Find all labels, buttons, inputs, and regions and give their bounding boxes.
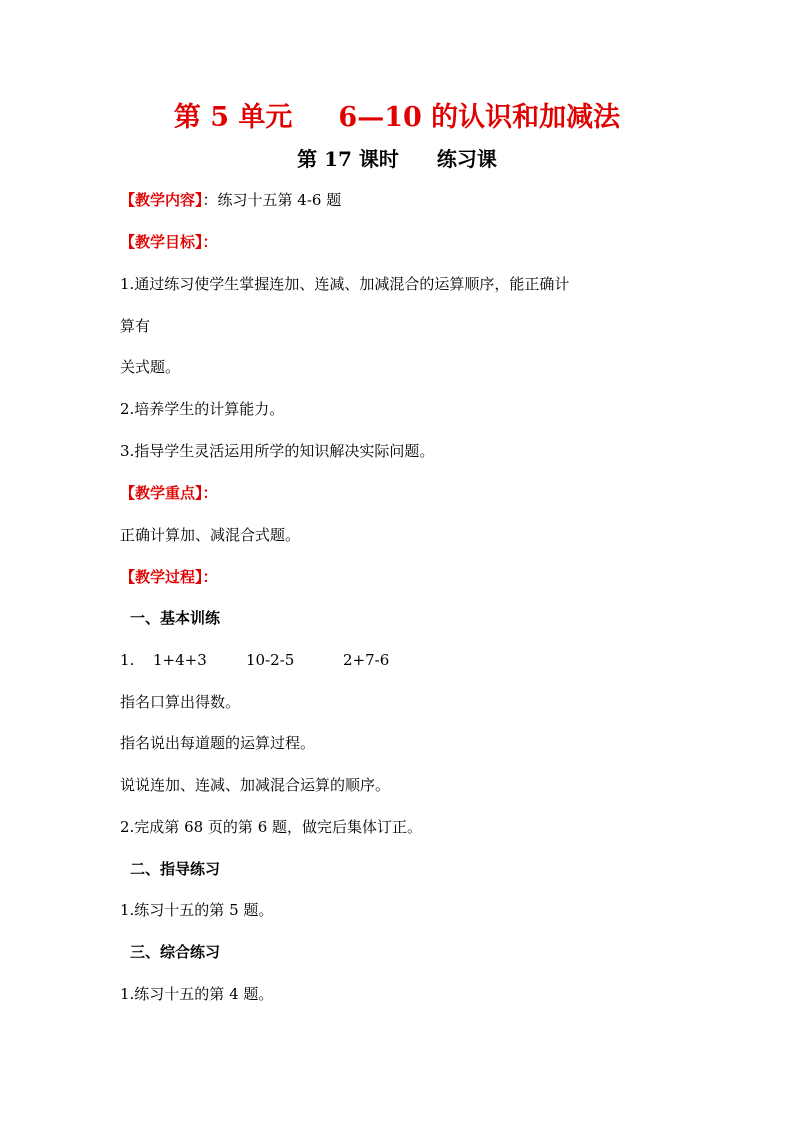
objectives-label: 【教学目标】	[120, 233, 203, 251]
section-title-comprehensive-practice: 三、综合练习	[130, 943, 221, 961]
process-line: 指名口算出得数。	[120, 693, 241, 711]
content-label: 【教学内容】	[120, 191, 203, 209]
lesson-number: 第 17 课时	[297, 147, 399, 171]
objective-item: 关式题。	[120, 358, 181, 376]
expression: 2+7-6	[343, 651, 390, 669]
process-line: 1.练习十五的第 4 题。	[120, 985, 274, 1003]
objective-item: 1.通过练习使学生掌握连加、连减、加减混合的运算顺序，能正确计	[120, 275, 570, 293]
expression-number: 1.	[120, 651, 135, 669]
lesson-subtitle	[0, 145, 794, 173]
process-heading	[120, 567, 218, 587]
topic-label: 6—10 的认识和加减法	[338, 102, 621, 133]
process-line: 指名说出每道题的运算过程。	[120, 734, 316, 752]
expression-row	[120, 650, 389, 670]
objectives-heading	[120, 232, 218, 252]
process-suffix: ：	[202, 568, 218, 586]
unit-label: 第 5 单元	[173, 102, 293, 133]
content-line	[120, 190, 341, 210]
lesson-type: 练习课	[436, 147, 497, 171]
section-title-basic-training: 一、基本训练	[130, 609, 221, 627]
objectives-suffix: ：	[202, 233, 218, 251]
key-points-text: 正确计算加、减混合式题。	[120, 526, 301, 544]
section-title-guided-practice: 二、指导练习	[130, 860, 221, 878]
process-label: 【教学过程】	[120, 568, 203, 586]
expression: 10-2-5	[246, 651, 295, 669]
key-points-label: 【教学重点】	[120, 484, 203, 502]
key-points-heading	[120, 483, 218, 503]
process-line: 说说连加、连减、加减混合运算的顺序。	[120, 776, 391, 794]
objective-item: 2.培养学生的计算能力。	[120, 400, 285, 418]
objective-item: 3.指导学生灵活运用所学的知识解决实际问题。	[120, 442, 435, 460]
document-title	[0, 100, 794, 136]
content-text: ：练习十五第 4-6 题	[202, 191, 342, 209]
expression: 1+4+3	[153, 651, 207, 669]
process-line: 1.练习十五的第 5 题。	[120, 901, 274, 919]
key-points-suffix: ：	[202, 484, 218, 502]
objective-item: 算有	[120, 317, 151, 335]
process-line: 2.完成第 68 页的第 6 题，做完后集体订正。	[120, 818, 423, 836]
